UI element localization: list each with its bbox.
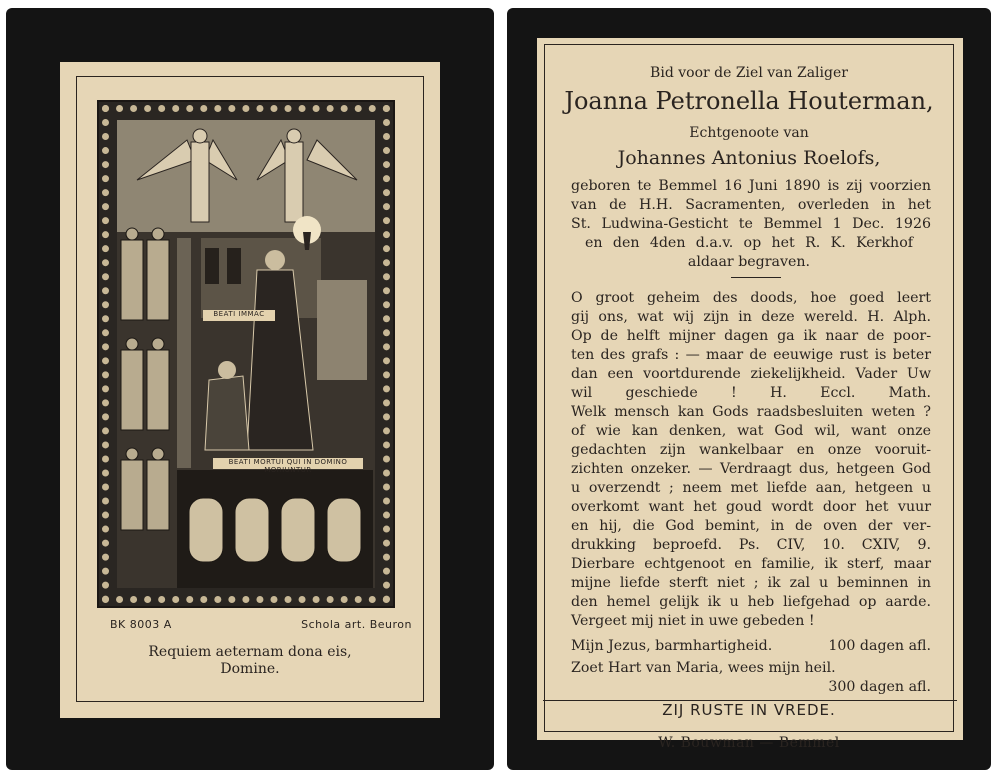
text-line-14: drukking beproefd. Ps. CIV, 10. CXIV, 9. [571, 537, 931, 553]
printer-credit: W. Bouwman — Bemmel [658, 735, 840, 751]
text-line-4: ten des grafs : — maar de eeuwige rust is beter [571, 347, 931, 363]
text-line-15: Dierbare echtgenoot en familie, ik sterf, maar [571, 556, 931, 572]
prayer-line-1: Requiem aeternam dona eis, [148, 644, 352, 660]
prayer-intro: Bid voor de Ziel van Zaliger [650, 65, 848, 81]
bio-line-5: aldaar begraven. [687, 254, 811, 270]
section-divider [731, 277, 781, 278]
text-line-18: Vergeet mij niet in uwe gebeden ! [571, 613, 815, 629]
text-line-9: gedachten zijn wankelbaar en onze vooruit- [571, 442, 931, 458]
text-line-12: overkomt want het goud wordt door het vuur [571, 499, 931, 515]
text-line-13: en hij, die God bemint, in de oven der ver- [571, 518, 931, 534]
text-line-11: u overzendt ; neem met liefde aan, hetgeen u [571, 480, 931, 496]
indulgence-2-text: Zoet Hart van Maria, wees mijn heil. [571, 660, 836, 676]
closing-blessing: ZIJ RUSTE IN VREDE. [662, 701, 836, 719]
footer-rule [543, 700, 957, 701]
deceased-name: Joanna Petronella Houterman, [564, 87, 934, 115]
spouse-name: Johannes Antonius Roelofs, [617, 147, 881, 169]
text-line-2: gij ons, wat wij zijn in deze wereld. H. Alph. [571, 309, 931, 325]
text-line-6: wil geschiede ! H. Eccl. Math. [571, 385, 931, 401]
bio-line-2: van de H.H. Sacramenten, overleden in het [571, 197, 931, 213]
spouse-intro: Echtgenoote van [689, 125, 809, 141]
bio-line-1: geboren te Bemmel 16 Juni 1890 is zij voorzien [571, 178, 931, 194]
text-line-17: den hemel gelijk ik u heb liefgehad op aarde. [571, 594, 931, 610]
engraving-banner-bottom: BEATI MORTUI QUI IN DOMINO MORIUNTUR [213, 458, 363, 469]
latin-prayer [60, 644, 440, 678]
engraving-artwork [117, 120, 375, 588]
bio-line-3: St. Ludwina-Gesticht te Bemmel 1 Dec. 1926 [571, 216, 931, 232]
bio-line-4: en den 4den d.a.v. op het R. K. Kerkhof [585, 235, 913, 251]
catalog-number: BK 8003 A [110, 618, 172, 631]
left-card-paper [60, 62, 440, 718]
indulgence-2-days: 300 dagen afl. [828, 679, 931, 695]
text-line-8: of wie kan denken, wat God wil, want onze [571, 423, 931, 439]
engraving-scene [117, 120, 375, 588]
text-line-3: Op de helft mijner dagen ga ik naar de poor- [571, 328, 931, 344]
text-line-1: O groot geheim des doods, hoe goed leert [571, 290, 931, 306]
right-card-paper [537, 38, 963, 751]
text-line-5: dan een voortdurende ziekelijkheid. Vader Uw [571, 366, 931, 382]
indulgence-1-days: 100 dagen afl. [828, 638, 931, 654]
engraving-banner-top: BEATI IMMAC [203, 310, 275, 321]
right-memorial-card [507, 8, 991, 770]
right-card-frame [544, 44, 954, 751]
publisher-credit: Schola art. Beuron [301, 618, 412, 631]
left-memorial-card [6, 8, 494, 770]
indulgence-1-text: Mijn Jezus, barmhartigheid. [571, 638, 773, 654]
text-line-16: mijne liefde sterft niet ; ik zal u beminnen in [571, 575, 931, 591]
prayer-line-2: Domine. [220, 661, 280, 677]
text-line-10: zichten onzeker. — Verdraagt dus, hetgeen God [571, 461, 931, 477]
text-line-7: Welk mensch kan Gods raadsbesluiten weten ? [571, 404, 931, 420]
religious-engraving-image [97, 100, 395, 608]
